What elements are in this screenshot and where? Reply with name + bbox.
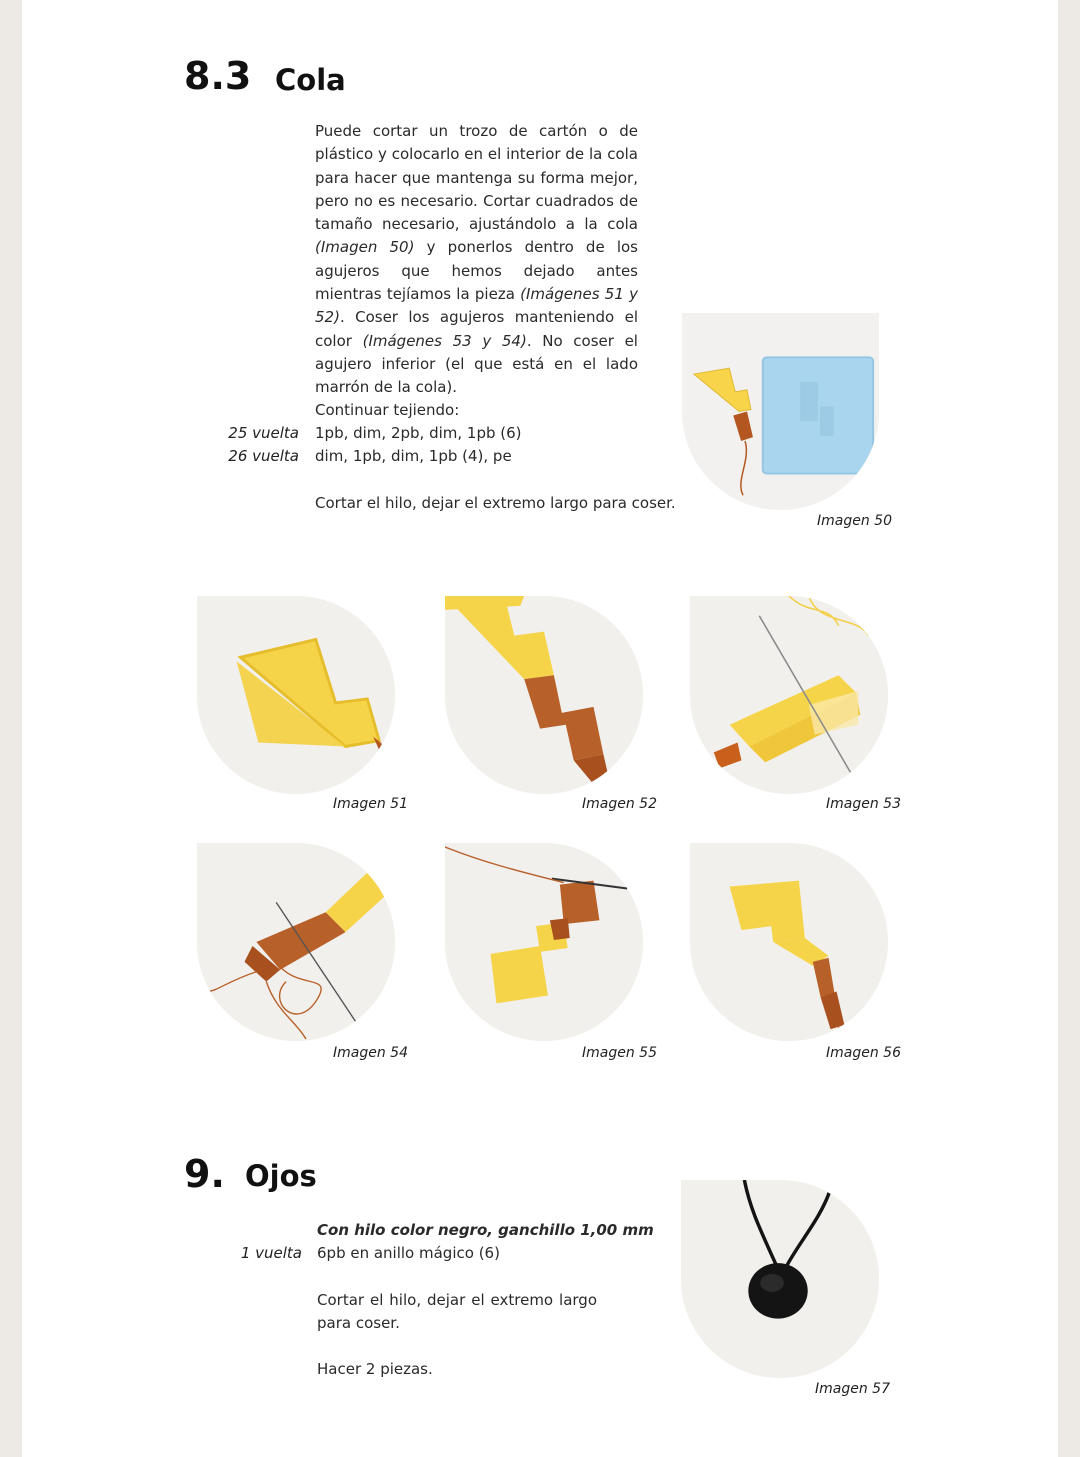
caption-imagen-53: Imagen 53 [826, 796, 901, 812]
caption-imagen-51: Imagen 51 [333, 796, 408, 812]
section-title: Ojos [245, 1159, 317, 1193]
tail-with-hook-illustration [445, 843, 643, 1041]
caption-imagen-55: Imagen 55 [582, 1045, 657, 1061]
page [22, 0, 1058, 1457]
row-label-1: 1 vuelta [240, 1244, 302, 1262]
continue-text: Continuar tejiendo: [315, 401, 460, 419]
yellow-tail-piece-illustration [197, 596, 395, 794]
row-text-25: 1pb, dim, 2pb, dim, 1pb (6) [315, 424, 522, 442]
caption-imagen-52: Imagen 52 [582, 796, 657, 812]
caption-imagen-54: Imagen 54 [333, 1045, 408, 1061]
row-text-1: 6pb en anillo mágico (6) [317, 1244, 500, 1262]
photo-imagen-55 [445, 843, 643, 1041]
caption-imagen-57: Imagen 57 [815, 1381, 890, 1397]
intro-image-reference: (Imágenes 53 y 54) [362, 331, 527, 350]
row-label-26: 26 vuelta [228, 447, 299, 465]
finished-tail-illustration [690, 843, 888, 1041]
black-eye-illustration [681, 1180, 879, 1378]
intro-text-segment: Puede cortar un trozo de cartón o de plástico y colocarlo en el interior de la cola para hacer que mantenga su forma mejor, pero no es necesario. Cortar cuadrados de tamaño necesario, ajustándolo a la cola [315, 122, 638, 234]
material-text: Con hilo color negro, ganchillo 1,00 mm [317, 1221, 654, 1239]
yellow-brown-tail-illustration [445, 596, 643, 794]
eyes-cut-text: Cortar el hilo, dejar el extremo largo para coser. [317, 1291, 597, 1333]
photo-imagen-56 [690, 843, 888, 1041]
pieces-text: Hacer 2 piezas. [317, 1360, 433, 1378]
section-number: 9. [184, 1152, 225, 1196]
intro-image-reference: (Imagen 50) [315, 238, 415, 257]
intro-text-segment: . No coser el agujero inferior (el que está en el lado marrón de la cola). [315, 331, 638, 397]
section-title: Cola [275, 63, 346, 97]
intro-text-segment: . Coser los agujeros manteniendo el color [315, 308, 638, 350]
tail-with-card-illustration [682, 313, 879, 510]
caption-imagen-50: Imagen 50 [817, 513, 892, 529]
photo-imagen-50 [682, 313, 879, 510]
intro-image-reference: (Imágenes 51 y 52) [315, 285, 638, 327]
photo-imagen-51 [197, 596, 395, 794]
cut-text: Cortar el hilo, dejar el extremo largo para coser. [315, 494, 676, 512]
photo-imagen-53 [690, 596, 888, 794]
sewing-brown-tail-illustration [197, 843, 395, 1041]
row-text-26: dim, 1pb, dim, 1pb (4), pe [315, 447, 512, 465]
intro-text-segment: y ponerlos dentro de los agujeros que hemos dejado antes mientras tejíamos la pieza [315, 238, 638, 304]
photo-imagen-57 [681, 1180, 879, 1378]
sewing-tail-illustration [690, 596, 888, 794]
caption-imagen-56: Imagen 56 [826, 1045, 901, 1061]
section-number: 8.3 [184, 54, 252, 98]
photo-imagen-54 [197, 843, 395, 1041]
intro-paragraph [315, 120, 638, 400]
row-label-25: 25 vuelta [228, 424, 299, 442]
photo-imagen-52 [445, 596, 643, 794]
